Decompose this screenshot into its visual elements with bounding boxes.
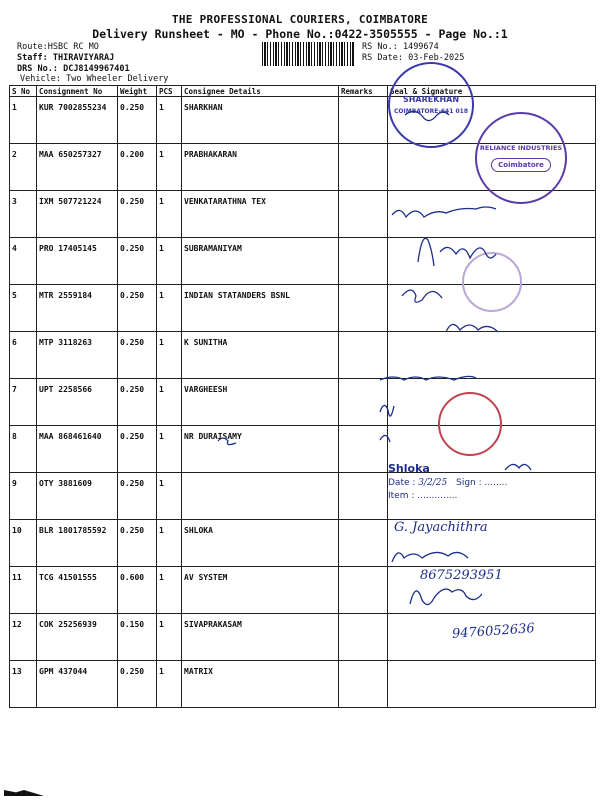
- drs-line: DRS No.: DCJ8149967401: [17, 64, 130, 74]
- table-row: 10 BLR 1801785592 0.250 1 SHLOKA: [10, 520, 596, 567]
- faint-stamp: [462, 252, 522, 312]
- shloka-stamp: Shloka Date : 3/2/25 Sign : ........ Item : ..............: [388, 462, 508, 501]
- table-row: 7 UPT 2258566 0.250 1 VARGHEESH: [10, 379, 596, 426]
- report-subtitle: Delivery Runsheet - MO - Phone No.:0422-3505555 - Page No.:1: [92, 27, 508, 41]
- barcode: [262, 42, 354, 66]
- col-weight: Weight: [118, 86, 157, 97]
- report-title: THE PROFESSIONAL COURIERS, COIMBATORE: [171, 13, 429, 26]
- table-row: 8 MAA 868461640 0.250 1 NR DURAISAMY: [10, 426, 596, 473]
- table-row: 3 IXM 507721224 0.250 1 VENKATARATHNA TEX: [10, 191, 596, 238]
- table-row: 2 MAA 650257327 0.200 1 PRABHAKARAN: [10, 144, 596, 191]
- col-consignment: Consignment No: [37, 86, 118, 97]
- table-row: 12 COK 25256939 0.150 1 SIVAPRAKASAM: [10, 614, 596, 661]
- table-row: 5 MTR 2559184 0.250 1 INDIAN STATANDERS BSNL: [10, 285, 596, 332]
- phone-note-13: 9476052636: [451, 621, 536, 642]
- table-row: 9 OTY 3881609 0.250 1: [10, 473, 596, 520]
- table-row: 4 PRO 17405145 0.250 1 SUBRAMANIYAM: [10, 238, 596, 285]
- signature-11: G. Jayachithra: [394, 520, 488, 535]
- col-remarks: Remarks: [339, 86, 388, 97]
- col-seal-signature: Seal & Signature: [388, 86, 596, 97]
- table-row: 6 MTP 3118263 0.250 1 K SUNITHA: [10, 332, 596, 379]
- table-row: 1 KUR 7002855234 0.250 1 SHARKHAN: [10, 97, 596, 144]
- sharekhan-stamp: SHAREKHAN COIMBATORE-641 018: [388, 62, 474, 148]
- route-line: Route:HSBC RC MO: [17, 42, 99, 52]
- rs-no-line: RS No.: 1499674: [362, 42, 439, 52]
- table-row: 11 TCG 41501555 0.600 1 AV SYSTEM: [10, 567, 596, 614]
- phone-note-12: 8675293951: [420, 568, 503, 583]
- col-consignee: Consignee Details: [182, 86, 339, 97]
- col-pcs: PCS: [157, 86, 182, 97]
- footer-mark: [4, 790, 44, 796]
- col-sno: S No: [10, 86, 37, 97]
- vehicle-line: Vehicle: Two Wheeler Delivery: [20, 74, 169, 84]
- staff-line: Staff: THIRAVIYARAJ: [17, 53, 115, 63]
- reliance-stamp: RELIANCE INDUSTRIES Coimbatore: [475, 112, 567, 204]
- red-stamp: [438, 392, 502, 456]
- table-header-row: [10, 86, 596, 97]
- rs-date-line: RS Date: 03-Feb-2025: [362, 53, 465, 63]
- table-row: 13 GPM 437044 0.250 1 MATRIX: [10, 661, 596, 708]
